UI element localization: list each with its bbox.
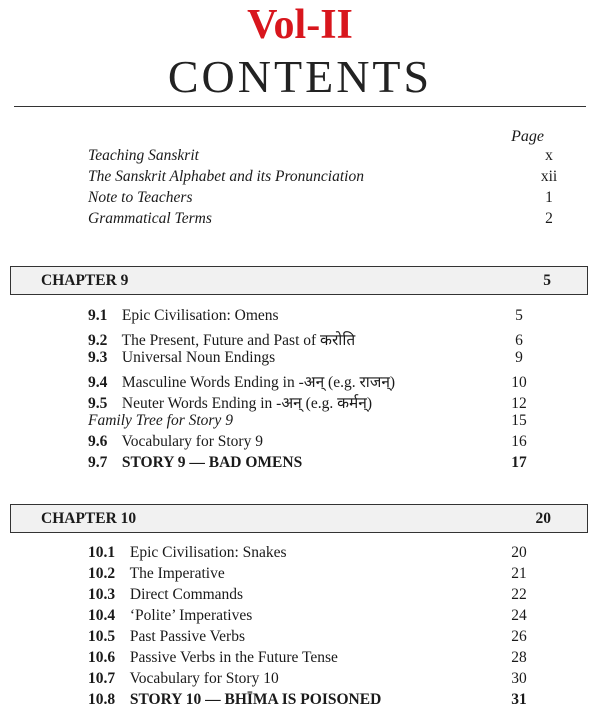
section-page: 24 [511,607,527,624]
section-number: 10.7 [88,670,116,687]
toc-entry[interactable] [88,307,534,328]
section-page: 9 [515,349,523,366]
section-number: 10.5 [88,628,116,645]
chapter-10-header[interactable] [10,504,588,533]
toc-entry[interactable] [88,349,534,370]
entry-title: Teaching Sanskrit [88,147,199,164]
section-number: 10.8 [88,691,116,708]
section-page: 28 [511,649,527,666]
section-title: ‘Polite’ Imperatives [129,607,253,624]
section-number: 10.2 [88,565,116,582]
section-page: 20 [511,544,527,561]
entry-title: Grammatical Terms [88,210,212,227]
section-title: Masculine Words Ending in -अन् (e.g. राजन्) [121,374,396,391]
toc-entry[interactable] [88,391,534,412]
page-column-label: Page [511,128,544,145]
section-page: 5 [515,307,523,324]
section-title: The Present, Future and Past of करोति [121,332,356,349]
toc-entry[interactable] [88,147,564,168]
section-title: Universal Noun Endings [121,349,276,366]
entry-page: xii [540,168,558,185]
section-page: 22 [511,586,527,603]
section-page: 10 [511,374,527,391]
section-title: Epic Civilisation: Snakes [129,544,287,561]
chapter-10-sections [88,544,534,712]
section-number: 9.1 [88,307,108,324]
toc-entry[interactable] [88,586,534,607]
entry-page: 1 [545,189,553,206]
chapter-label: CHAPTER 9 [41,271,129,289]
entry-title: The Sanskrit Alphabet and its Pronunciation [88,168,364,185]
toc-entry[interactable] [88,433,534,454]
toc-entry[interactable] [88,210,564,231]
section-page: 17 [511,454,527,471]
section-title: Passive Verbs in the Future Tense [129,649,338,666]
section-page: 12 [511,395,527,412]
chapter-9-header[interactable] [10,266,588,295]
entry-page: 2 [545,210,553,227]
section-title: Neuter Words Ending in -अन् (e.g. कर्मन्) [121,395,373,412]
toc-entry[interactable] [88,544,534,565]
toc-entry[interactable] [88,649,534,670]
toc-entry[interactable] [88,670,534,691]
toc-entry[interactable] [88,454,534,475]
section-number: 10.3 [88,586,116,603]
toc-entry[interactable] [88,691,534,712]
section-number: 9.3 [88,349,108,366]
section-page: 6 [515,332,523,349]
section-title: Direct Commands [129,586,244,603]
section-number: 10.6 [88,649,116,666]
section-number: 10.4 [88,607,116,624]
chapter-label: CHAPTER 10 [41,509,137,527]
section-page: 30 [511,670,527,687]
entry-title: Note to Teachers [88,189,193,206]
toc-entry[interactable] [88,370,534,391]
section-page: 21 [511,565,527,582]
chapter-page: 20 [535,509,551,527]
toc-entry[interactable] [88,565,534,586]
front-matter-list [88,147,564,231]
chapter-page: 5 [543,271,551,289]
toc-entry[interactable] [88,628,534,649]
section-title: STORY 10 — BHĪMA IS POISONED [129,691,382,708]
section-number: 10.1 [88,544,116,561]
contents-title: CONTENTS [167,51,433,102]
section-title: STORY 9 — BAD OMENS [121,454,303,471]
toc-entry[interactable] [88,328,534,349]
section-page: 26 [511,628,527,645]
section-number: 9.2 [88,332,108,349]
section-number: 9.6 [88,433,108,450]
section-page: 31 [511,691,527,708]
section-page: 15 [511,412,527,429]
section-title: Vocabulary for Story 9 [121,433,263,450]
toc-entry[interactable] [88,412,534,433]
volume-heading: Vol-II [247,2,353,48]
entry-page: x [545,147,553,164]
toc-entry[interactable] [88,168,564,189]
toc-entry[interactable] [88,189,564,210]
title-rule [14,106,586,107]
section-number: 9.7 [88,454,108,471]
toc-entry[interactable] [88,607,534,628]
section-title: Vocabulary for Story 10 [129,670,279,687]
section-title: The Imperative [129,565,225,582]
chapter-9-sections [88,307,534,475]
section-page: 16 [511,433,527,450]
section-title: Epic Civilisation: Omens [121,307,279,324]
section-title: Past Passive Verbs [129,628,245,645]
section-title: Family Tree for Story 9 [88,412,233,429]
section-number: 9.5 [88,395,108,412]
section-number: 9.4 [88,374,108,391]
